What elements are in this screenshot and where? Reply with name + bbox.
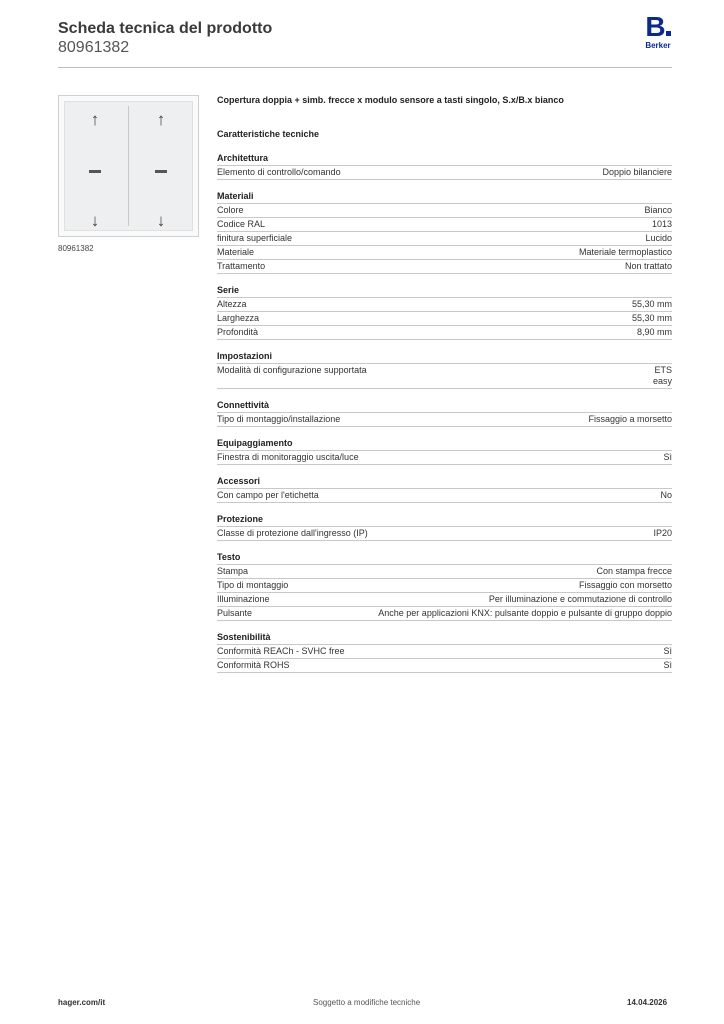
- spec-row: [217, 659, 672, 673]
- spec-section: [217, 284, 672, 340]
- logo-dot: [666, 31, 671, 36]
- section-title: Accessori: [217, 475, 672, 489]
- spec-value: [653, 365, 672, 387]
- spec-label: Trattamento: [217, 261, 266, 271]
- spec-section: [217, 475, 672, 503]
- spec-value: [602, 167, 672, 178]
- spec-value-text: 8,90 mm: [636, 327, 672, 337]
- section-title: Testo: [217, 551, 672, 565]
- spec-section: [217, 551, 672, 621]
- spec-row: [217, 527, 672, 541]
- spec-label: Stampa: [217, 566, 249, 576]
- spec-label: Conformità REACh - SVHC free: [217, 646, 345, 656]
- spec-value-text: Per illuminazione e commutazione di controllo: [488, 594, 672, 604]
- spec-label: Colore: [217, 205, 244, 215]
- berker-logo: [640, 11, 676, 50]
- arrow-down-icon-left: ↓: [90, 211, 100, 230]
- spec-row: [217, 451, 672, 465]
- product-code: 80961382: [58, 39, 130, 56]
- spec-value: [489, 594, 672, 605]
- spec-value: [632, 313, 672, 324]
- spec-value-text: Anche per applicazioni KNX: pulsante doppio e pulsante di gruppo doppio: [378, 608, 672, 618]
- spec-label: Finestra di monitoraggio uscita/luce: [217, 452, 359, 462]
- logo-text: Berker: [645, 41, 671, 50]
- spec-label: Con campo per l'etichetta: [217, 490, 319, 500]
- spec-value-text: No: [660, 490, 672, 500]
- spec-row: [217, 232, 672, 246]
- spec-label: Tipo di montaggio/installazione: [217, 414, 341, 424]
- section-title: Connettività: [217, 399, 672, 413]
- spec-value: [652, 219, 672, 230]
- spec-row: [217, 413, 672, 427]
- spec-value: [625, 261, 672, 272]
- rocker-divider: [128, 106, 129, 226]
- spec-row: [217, 312, 672, 326]
- document-title: Scheda tecnica del prodotto: [58, 20, 273, 37]
- spec-value-text: Sì: [663, 452, 672, 462]
- spec-row: [217, 607, 672, 621]
- spec-row: [217, 298, 672, 312]
- image-caption: 80961382: [58, 244, 94, 253]
- spec-value-text: Sì: [663, 660, 672, 670]
- spec-content: [217, 95, 672, 683]
- spec-section: [217, 513, 672, 541]
- spec-row: [217, 645, 672, 659]
- spec-value-text: Lucido: [645, 233, 672, 243]
- spec-label: Illuminazione: [217, 594, 270, 604]
- spec-row: [217, 489, 672, 503]
- spec-value-text: Bianco: [644, 205, 672, 215]
- spec-value: [579, 580, 672, 591]
- product-title: Copertura doppia + simb. frecce x modulo sensore a tasti singolo, S.x/B.x bianco: [217, 95, 564, 105]
- spec-value-text: Fissaggio a morsetto: [588, 414, 672, 424]
- spec-label: Codice RAL: [217, 219, 266, 229]
- section-title: Equipaggiamento: [217, 437, 672, 451]
- arrow-up-icon-left: ↑: [90, 110, 100, 129]
- spec-value: [596, 566, 672, 577]
- spec-section: [217, 152, 672, 180]
- characteristics-title: Caratteristiche tecniche: [217, 129, 320, 139]
- spec-value: [663, 452, 672, 463]
- spec-section: [217, 350, 672, 389]
- spec-label: finitura superficiale: [217, 233, 293, 243]
- spec-row: [217, 246, 672, 260]
- spec-value-text: ETS: [654, 365, 672, 375]
- footer-date: 14.04.2026: [627, 998, 668, 1007]
- spec-value: [663, 660, 672, 671]
- spec-label: Elemento di controllo/comando: [217, 167, 341, 177]
- spec-value-text: Non trattato: [624, 261, 672, 271]
- spec-value: [645, 233, 672, 244]
- spec-value-text-2: easy: [652, 376, 672, 386]
- footer-website[interactable]: hager.com/it: [58, 998, 106, 1007]
- section-title: Impostazioni: [217, 350, 672, 364]
- spec-label: Tipo di montaggio: [217, 580, 289, 590]
- spec-section: [217, 190, 672, 274]
- spec-label: Conformità ROHS: [217, 660, 290, 670]
- spec-value: [632, 299, 672, 310]
- spec-value: [579, 247, 672, 258]
- spec-section: [217, 437, 672, 465]
- footer-note: Soggetto a modifiche tecniche: [313, 998, 421, 1007]
- spec-value: [637, 327, 672, 338]
- spec-label: Altezza: [217, 299, 247, 309]
- minus-icon-right: [155, 170, 167, 173]
- spec-row: [217, 364, 672, 389]
- spec-value-text: 1013: [651, 219, 672, 229]
- arrow-down-icon-right: ↓: [156, 211, 166, 230]
- spec-value: [663, 646, 672, 657]
- section-title: Sostenibilità: [217, 631, 672, 645]
- spec-value-text: Fissaggio con morsetto: [578, 580, 672, 590]
- spec-value: [588, 414, 672, 425]
- spec-value: [660, 490, 672, 501]
- rocker-cover: [64, 101, 193, 231]
- header-divider: [58, 67, 672, 68]
- spec-value-text: Sì: [663, 646, 672, 656]
- section-title: Architettura: [217, 152, 672, 166]
- spec-value: [653, 528, 672, 539]
- spec-label: Materiale: [217, 247, 255, 257]
- spec-value-text: Doppio bilanciere: [602, 167, 672, 177]
- spec-label: Pulsante: [217, 608, 253, 618]
- spec-value-text: 55,30 mm: [631, 313, 672, 323]
- spec-row: [217, 166, 672, 180]
- spec-sections: [217, 152, 672, 673]
- section-title: Serie: [217, 284, 672, 298]
- spec-label: Larghezza: [217, 313, 260, 323]
- spec-value-text: IP20: [653, 528, 672, 538]
- spec-row: [217, 326, 672, 340]
- spec-label: Classe di protezione dall'ingresso (IP): [217, 528, 368, 538]
- spec-value-text: 55,30 mm: [631, 299, 672, 309]
- spec-row: [217, 204, 672, 218]
- spec-section: [217, 631, 672, 673]
- spec-label: Profondità: [217, 327, 259, 337]
- spec-label: Modalità di configurazione supportata: [217, 365, 367, 375]
- spec-row: [217, 579, 672, 593]
- section-title: Materiali: [217, 190, 672, 204]
- spec-row: [217, 593, 672, 607]
- spec-value: [378, 608, 672, 619]
- spec-row: [217, 218, 672, 232]
- spec-value-text: Con stampa frecce: [596, 566, 672, 576]
- spec-value: [644, 205, 672, 216]
- logo-letter: B: [640, 14, 676, 40]
- minus-icon-left: [89, 170, 101, 173]
- spec-section: [217, 399, 672, 427]
- arrow-up-icon-right: ↑: [156, 110, 166, 129]
- product-image: [58, 95, 199, 237]
- spec-value-text: Materiale termoplastico: [578, 247, 672, 257]
- section-title: Protezione: [217, 513, 672, 527]
- spec-row: [217, 260, 672, 274]
- spec-row: [217, 565, 672, 579]
